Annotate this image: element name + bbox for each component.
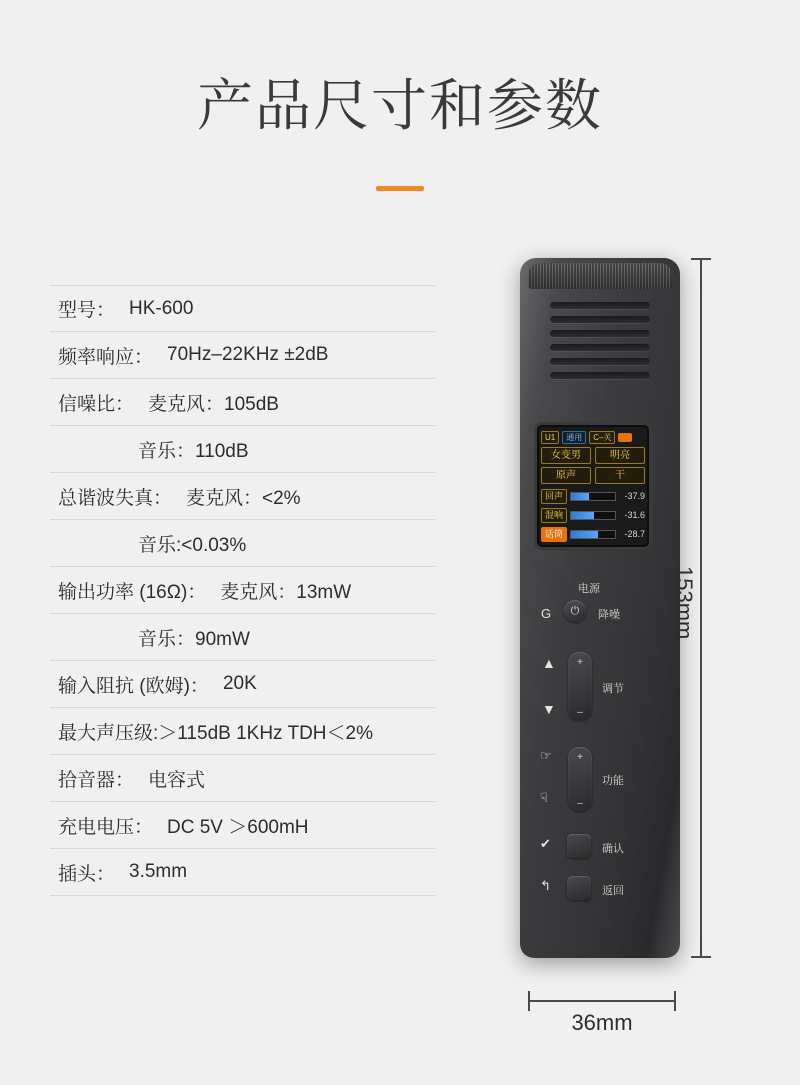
spec-label: 信噪比： (58, 393, 135, 415)
meter-value-mic: -28.7 (624, 529, 645, 539)
table-row (50, 849, 435, 896)
spec-value: HK-600 (129, 297, 194, 319)
spec-table (50, 285, 435, 896)
mic-grille-slot (550, 358, 650, 365)
table-row (50, 802, 435, 849)
microphone-device-photo (520, 258, 680, 958)
down-arrow-icon[interactable]: ▼ (542, 701, 556, 717)
spec-value: 音乐：90mW (138, 628, 250, 650)
meter-label-echo: 回声 (541, 489, 567, 504)
table-row (50, 708, 435, 755)
title-underline-accent (376, 186, 424, 191)
table-row (50, 426, 435, 473)
spec-label: 频率响应： (58, 346, 154, 368)
up-arrow-icon[interactable]: ▲ (542, 655, 556, 671)
function-down-icon[interactable]: ☟ (540, 790, 548, 805)
minus-icon: – (577, 707, 583, 718)
g-label: G (541, 606, 552, 621)
spec-value: 音乐：110dB (138, 440, 249, 462)
minus-icon: – (577, 798, 583, 809)
screen-effect-row-1 (541, 447, 645, 464)
meter-bar-reverb (570, 511, 616, 520)
mic-grille-slot (550, 344, 650, 351)
table-row (50, 285, 435, 332)
list-item[interactable] (541, 507, 645, 523)
meter-value-reverb: -31.6 (624, 510, 645, 520)
table-row (50, 567, 435, 614)
status-badge-preset: U1 (541, 431, 559, 444)
spec-value: 电容式 (148, 769, 206, 791)
table-row (50, 332, 435, 379)
function-up-icon[interactable]: ☞ (540, 748, 552, 763)
mic-top-mesh (528, 263, 672, 289)
back-label: 返回 (602, 885, 624, 897)
page-title: 产品尺寸和参数 (197, 74, 603, 137)
screen-meter-list (541, 488, 645, 542)
back-button[interactable] (567, 876, 591, 900)
spec-label: 型号： (58, 300, 116, 321)
spec-label: 插头： (58, 863, 116, 885)
table-row (50, 614, 435, 661)
spec-value: 麦克风：<2% (186, 487, 301, 509)
table-row (50, 379, 435, 426)
power-label: 电源 (578, 583, 600, 595)
power-button[interactable]: ⏻ (564, 600, 586, 622)
plus-icon: + (577, 657, 583, 668)
confirm-button[interactable] (567, 834, 591, 858)
table-row (50, 755, 435, 802)
meter-label-reverb: 混响 (541, 508, 567, 523)
mic-grille-slot (550, 302, 650, 309)
spec-label: 输入阻抗 (欧姆)： (58, 675, 209, 697)
mic-grille-slot (550, 316, 650, 323)
function-label: 功能 (602, 775, 624, 787)
height-dimension-label: 153mm (672, 566, 697, 640)
status-badge-channel: C–关 (589, 431, 615, 444)
spec-label: 输出功率 (16Ω)： (58, 581, 207, 603)
spec-label: 充电电压： (58, 816, 154, 838)
spec-label: 最大声压级:＞115dB 1KHz TDH＜2% (58, 722, 373, 744)
spec-value: 麦克风：105dB (148, 393, 279, 415)
confirm-icon: ✔ (540, 836, 551, 851)
spec-value: DC 5V ＞600mH (167, 816, 309, 838)
meter-label-mic: 话筒 (541, 527, 567, 542)
effect-button-dry[interactable]: 干 (595, 467, 645, 484)
adjust-rocker-button[interactable] (568, 652, 592, 720)
function-rocker-button[interactable] (568, 747, 592, 811)
plus-icon: + (577, 752, 583, 763)
screen-status-bar (541, 430, 645, 444)
meter-value-echo: -37.9 (624, 491, 645, 501)
mic-grille-slot (550, 372, 650, 379)
spec-value: 麦克风：13mW (220, 581, 352, 603)
spec-value: 70Hz–22KHz ±2dB (167, 344, 329, 365)
width-dimension-line (528, 1000, 676, 1002)
spec-value: 20K (222, 673, 257, 694)
table-row (50, 661, 435, 708)
spec-label: 总谐波失真： (58, 487, 173, 509)
spec-value: 3.5mm (129, 861, 188, 882)
battery-icon (618, 433, 632, 442)
spec-label: 拾音器： (58, 769, 135, 791)
table-row (50, 520, 435, 567)
effect-button-bright[interactable]: 明亮 (595, 447, 645, 464)
effect-button-original[interactable]: 原声 (541, 467, 591, 484)
screen-effect-row-2 (541, 467, 645, 484)
effect-button-voice-change[interactable]: 女变男 (541, 447, 591, 464)
table-row (50, 473, 435, 520)
adjust-label: 调节 (602, 683, 624, 695)
confirm-label: 确认 (602, 843, 624, 855)
mic-grille-slot (550, 330, 650, 337)
status-badge-mode: 通用 (562, 431, 586, 444)
width-dimension-label: 36mm (571, 1010, 633, 1035)
list-item[interactable] (541, 488, 645, 504)
height-dimension-line (700, 258, 702, 958)
device-screen[interactable] (537, 425, 649, 547)
back-icon: ↰ (540, 878, 551, 893)
spec-value: 音乐:<0.03% (138, 534, 247, 556)
list-item[interactable] (541, 526, 645, 542)
denoise-label: 降噪 (598, 609, 620, 621)
meter-bar-echo (570, 492, 616, 501)
meter-bar-mic (570, 530, 616, 539)
